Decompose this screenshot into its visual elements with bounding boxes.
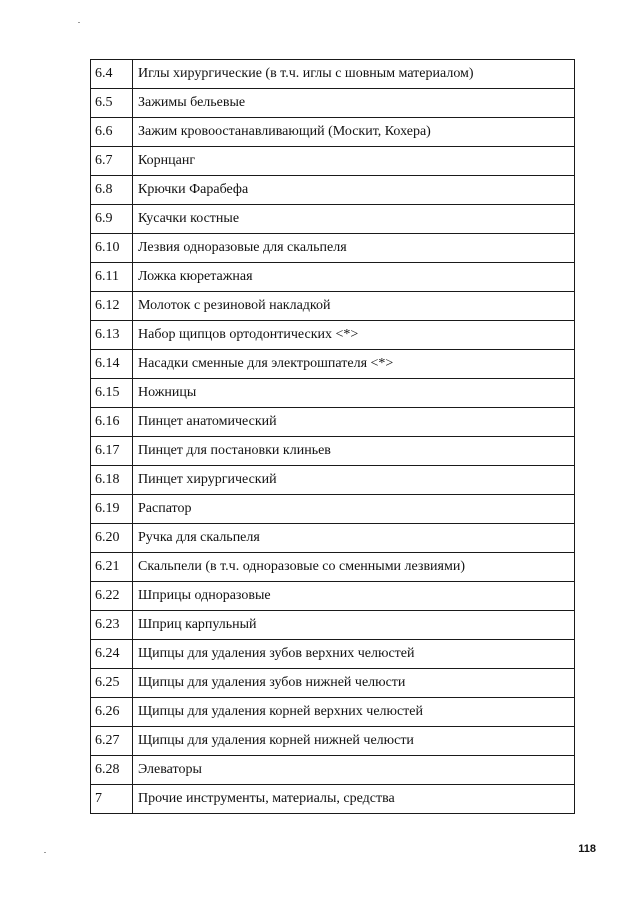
table-row xyxy=(91,756,575,785)
row-number: 6.6 xyxy=(91,118,133,147)
page-number: 118 xyxy=(578,843,596,855)
row-number: 7 xyxy=(91,785,133,814)
row-item-name: Пинцет хирургический xyxy=(133,466,575,495)
row-number: 6.16 xyxy=(91,408,133,437)
row-item-name: Иглы хирургические (в т.ч. иглы с шовным материалом) xyxy=(133,60,575,89)
row-number: 6.14 xyxy=(91,350,133,379)
row-item-name: Ножницы xyxy=(133,379,575,408)
scan-speck xyxy=(78,22,80,23)
row-item-name: Пинцет для постановки клиньев xyxy=(133,437,575,466)
row-number: 6.13 xyxy=(91,321,133,350)
row-number: 6.17 xyxy=(91,437,133,466)
row-number: 6.25 xyxy=(91,669,133,698)
row-item-name: Распатор xyxy=(133,495,575,524)
row-item-name: Щипцы для удаления корней нижней челюсти xyxy=(133,727,575,756)
row-number: 6.4 xyxy=(91,60,133,89)
table-row xyxy=(91,321,575,350)
table-row xyxy=(91,292,575,321)
row-item-name: Щипцы для удаления зубов верхних челюстей xyxy=(133,640,575,669)
table-row xyxy=(91,147,575,176)
table-row xyxy=(91,495,575,524)
table-row xyxy=(91,60,575,89)
row-number: 6.21 xyxy=(91,553,133,582)
row-number: 6.10 xyxy=(91,234,133,263)
table-row xyxy=(91,234,575,263)
table-row xyxy=(91,89,575,118)
row-number: 6.5 xyxy=(91,89,133,118)
row-item-name: Ручка для скальпеля xyxy=(133,524,575,553)
table-row xyxy=(91,582,575,611)
row-item-name: Кусачки костные xyxy=(133,205,575,234)
row-number: 6.26 xyxy=(91,698,133,727)
row-item-name: Ложка кюретажная xyxy=(133,263,575,292)
row-item-name: Крючки Фарабефа xyxy=(133,176,575,205)
row-number: 6.24 xyxy=(91,640,133,669)
table-row xyxy=(91,350,575,379)
row-number: 6.9 xyxy=(91,205,133,234)
table-row xyxy=(91,379,575,408)
instruments-table xyxy=(90,59,575,814)
table-row xyxy=(91,553,575,582)
row-number: 6.27 xyxy=(91,727,133,756)
row-item-name: Элеваторы xyxy=(133,756,575,785)
row-item-name: Лезвия одноразовые для скальпеля xyxy=(133,234,575,263)
row-number: 6.7 xyxy=(91,147,133,176)
row-number: 6.15 xyxy=(91,379,133,408)
row-item-name: Прочие инструменты, материалы, средства xyxy=(133,785,575,814)
table-row xyxy=(91,785,575,814)
row-item-name: Шприц карпульный xyxy=(133,611,575,640)
row-number: 6.28 xyxy=(91,756,133,785)
row-item-name: Скальпели (в т.ч. одноразовые со сменными лезвиями) xyxy=(133,553,575,582)
row-item-name: Набор щипцов ортодонтических <*> xyxy=(133,321,575,350)
row-number: 6.18 xyxy=(91,466,133,495)
row-item-name: Щипцы для удаления корней верхних челюстей xyxy=(133,698,575,727)
row-item-name: Пинцет анатомический xyxy=(133,408,575,437)
table-row xyxy=(91,118,575,147)
instruments-table-body xyxy=(91,60,575,814)
row-item-name: Зажим кровоостанавливающий (Москит, Кохера) xyxy=(133,118,575,147)
table-row xyxy=(91,176,575,205)
row-item-name: Щипцы для удаления зубов нижней челюсти xyxy=(133,669,575,698)
table-row xyxy=(91,698,575,727)
table-row xyxy=(91,611,575,640)
row-number: 6.23 xyxy=(91,611,133,640)
row-number: 6.22 xyxy=(91,582,133,611)
table-row xyxy=(91,205,575,234)
table-row xyxy=(91,524,575,553)
row-number: 6.11 xyxy=(91,263,133,292)
row-number: 6.8 xyxy=(91,176,133,205)
table-row xyxy=(91,263,575,292)
row-item-name: Насадки сменные для электрошпателя <*> xyxy=(133,350,575,379)
table-row xyxy=(91,669,575,698)
table-row xyxy=(91,727,575,756)
table-row xyxy=(91,466,575,495)
table-row xyxy=(91,408,575,437)
row-item-name: Молоток с резиновой накладкой xyxy=(133,292,575,321)
row-item-name: Зажимы бельевые xyxy=(133,89,575,118)
scan-speck xyxy=(44,852,46,853)
row-item-name: Корнцанг xyxy=(133,147,575,176)
row-number: 6.19 xyxy=(91,495,133,524)
row-item-name: Шприцы одноразовые xyxy=(133,582,575,611)
table-row xyxy=(91,640,575,669)
row-number: 6.12 xyxy=(91,292,133,321)
row-number: 6.20 xyxy=(91,524,133,553)
table-row xyxy=(91,437,575,466)
